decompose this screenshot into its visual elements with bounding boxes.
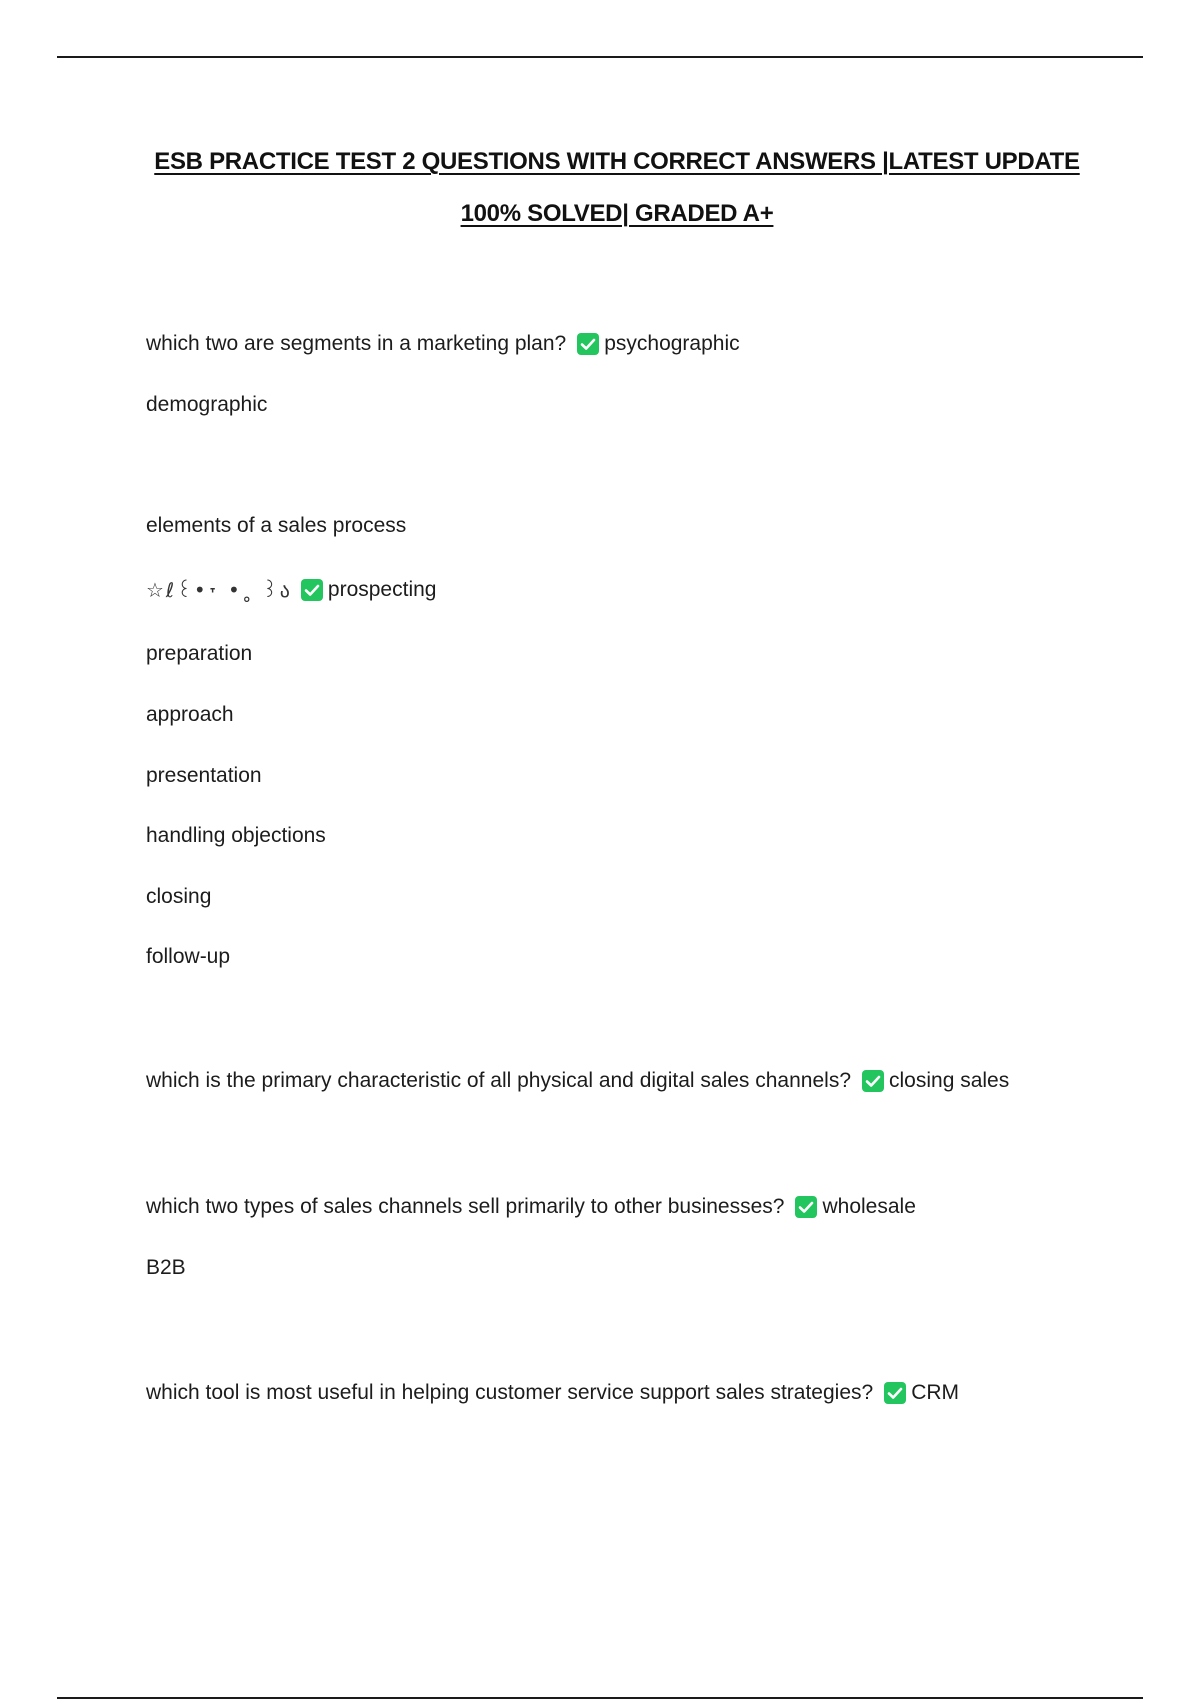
answer-line: demographic: [146, 393, 268, 416]
question-text: which two are segments in a marketing plan?: [146, 332, 567, 355]
answer-line: handling objections: [146, 824, 326, 847]
answer-line: approach: [146, 703, 234, 726]
check-mark-button-icon: [861, 1069, 885, 1093]
answer-line: closing: [146, 885, 212, 908]
question-5: [146, 1379, 959, 1407]
document-title-line-1: ESB PRACTICE TEST 2 QUESTIONS WITH CORRECT ANSWERS |LATEST UPDATE: [154, 148, 1080, 175]
answer-line: B2B: [146, 1256, 186, 1279]
question-text: which tool is most useful in helping customer service support sales strategies?: [146, 1381, 874, 1404]
answer-text: prospecting: [327, 578, 437, 601]
check-mark-button-icon: [576, 332, 600, 356]
question-text: which is the primary characteristic of all physical and digital sales channels?: [146, 1069, 851, 1092]
question-text: which two types of sales channels sell primarily to other businesses?: [146, 1195, 785, 1218]
answer-line: follow-up: [146, 945, 231, 968]
question-1: [146, 330, 740, 358]
bottom-rule: [57, 1697, 1143, 1699]
check-mark-button-icon: [794, 1195, 818, 1219]
decorative-emoticon: ☆ℓ꒰•˕ •˳ ꒱ა: [146, 578, 292, 602]
question-4: [146, 1193, 916, 1221]
answer-text: closing sales: [889, 1069, 1010, 1092]
check-mark-button-icon: [883, 1381, 907, 1405]
question-3: [146, 1067, 1009, 1095]
question-2-answer-row: [146, 576, 436, 604]
check-mark-button-icon: [300, 578, 324, 602]
question-2: elements of a sales process: [146, 514, 407, 537]
top-rule: [57, 56, 1143, 58]
answer-text: CRM: [911, 1381, 960, 1404]
answer-line: preparation: [146, 642, 253, 665]
document-title-line-2: 100% SOLVED| GRADED A+: [460, 200, 774, 227]
answer-text: wholesale: [822, 1195, 916, 1218]
answer-line: presentation: [146, 764, 262, 787]
answer-text: psychographic: [604, 332, 740, 355]
